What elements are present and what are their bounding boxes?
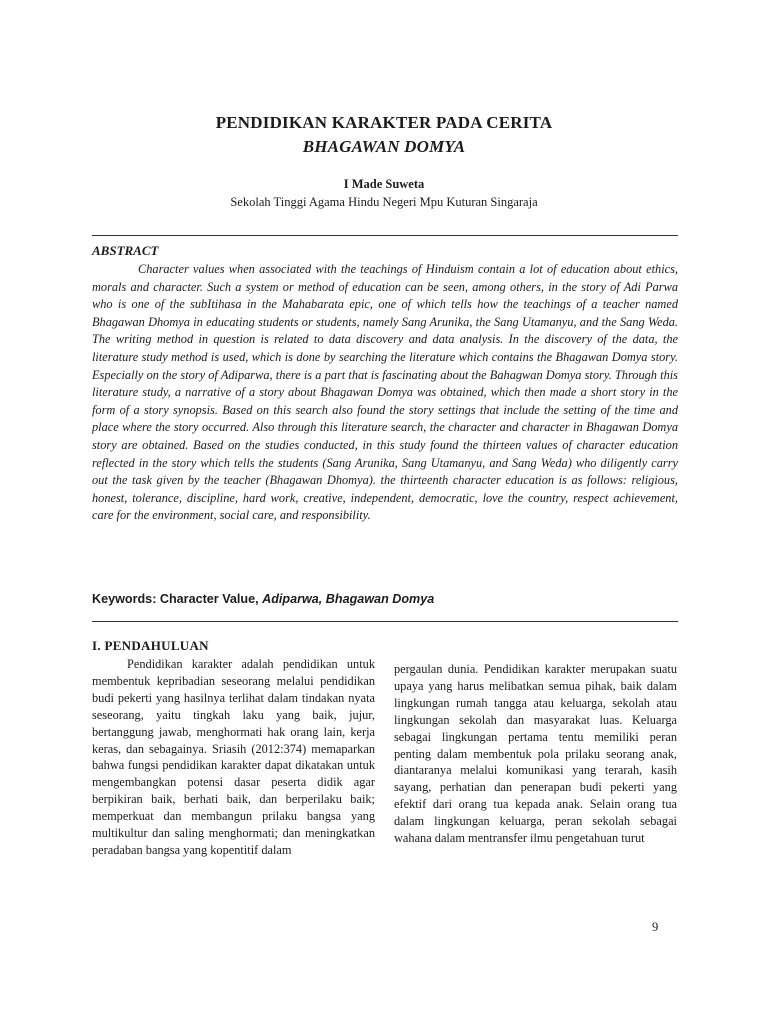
keywords-label: Keywords: <box>92 592 157 606</box>
paper-title-line2: BHAGAWAN DOMYA <box>302 137 466 156</box>
keywords-plain: Character Value, <box>159 592 259 606</box>
left-column-text: Pendidikan karakter adalah pendidikan untuk membentuk kepribadian seseorang melalui pendidikan budi pekerti yang hasilnya terlihat dalam tindakan nyata seseorang, yaitu tingkah laku yang baik, jujur, bertanggung jawab, menghormati hak orang lain, kerja keras, dan sebagainya. Sriasih (2012:374) memaparkan bahwa fungsi pendidikan karakter dapat dikatakan untuk mengembangkan potensi dasar peserta didik agar berpikiran baik, berhati baik, dan berperilaku baik; memperkuat dan membangun prilaku bangsa yang multikultur dan saling menghormati; dan meningkatkan peradaban bangsa yang kopentitif dalam <box>92 657 375 857</box>
abstract-heading: ABSTRACT <box>92 243 159 258</box>
right-column-text: pergaulan dunia. Pendidikan karakter merupakan suatu upaya yang harus melibatkan semua pihak, baik dalam lingkungan rumah tangga atau keluarga, sekolah atau lingkungan sekolah dan masyarakat luas. Keluarga sebagai lingkungan pertama tentu memiliki peran penting dalam membentuk pola prilaku seorang anak, diantaranya melalui komunikasi yang terarah, kasih sayang, perhatian dan penerapan budi pekerti yang efektif dari orang tua kepada anak. Selain orang tua dalam lingkungan keluarga, peran sekolah sebagai wahana dalam mentransfer ilmu pengetahuan turut <box>394 662 677 846</box>
section-heading: I. PENDAHULUAN <box>92 638 209 653</box>
page-number: 9 <box>652 920 659 934</box>
abstract-top-rule <box>92 235 678 236</box>
author-name: I Made Suweta <box>343 177 425 191</box>
author-affiliation: Sekolah Tinggi Agama Hindu Negeri Mpu Kuturan Singaraja <box>230 195 538 209</box>
abstract-body: Character values when associated with the teachings of Hinduism contain a lot of education about ethics, morals and character. Such a system or method of education can be seen, among others, in the story of Adi Parwa who is one of the subItihasa in the Mahabarata epic, one of which tells how the teachings of a teacher named Bhagawan Dhomya in educating students or students, namely Sang Arunika, the Sang Utamanyu, and the Sang Weda. The writing method in question is related to data discovery and data analysis. In the discovery of the data, the literature study method is used, which is done by searching the literature which contains the Bhagawan Domya story. Especially on the story of Adiparwa, there is a part that is fascinating about the Bahagwan Domya story. Through this literature study, a narrative of a story about Bhagawan Domya was obtained, which then made a short story in the form of a story synopsis. Based on this search also found the story settings that include the setting of the time and place where the story occurred. Also through this literature search, the character and character in Bhagawan Domya story are obtained. Based on the studies conducted, in this study found the thirteen values of character education reflected in the story which tells the students (Sang Arunika, Sang Utamanyu, and Sang Weda) who diligently carry out the task given by the teacher (Bhagawan Dhomya). the thirteenth character education is as follows: religious, honest, tolerance, discipline, hard work, creative, independent, democratic, love the country, respect achievement, care for the environment, social care, and responsibility. <box>92 262 678 523</box>
keywords-line <box>92 592 434 606</box>
abstract-bottom-rule <box>92 621 678 622</box>
paper-title-line1: PENDIDIKAN KARAKTER PADA CERITA <box>215 113 553 132</box>
keywords-italic: Adiparwa, Bhagawan Domya <box>262 592 435 606</box>
